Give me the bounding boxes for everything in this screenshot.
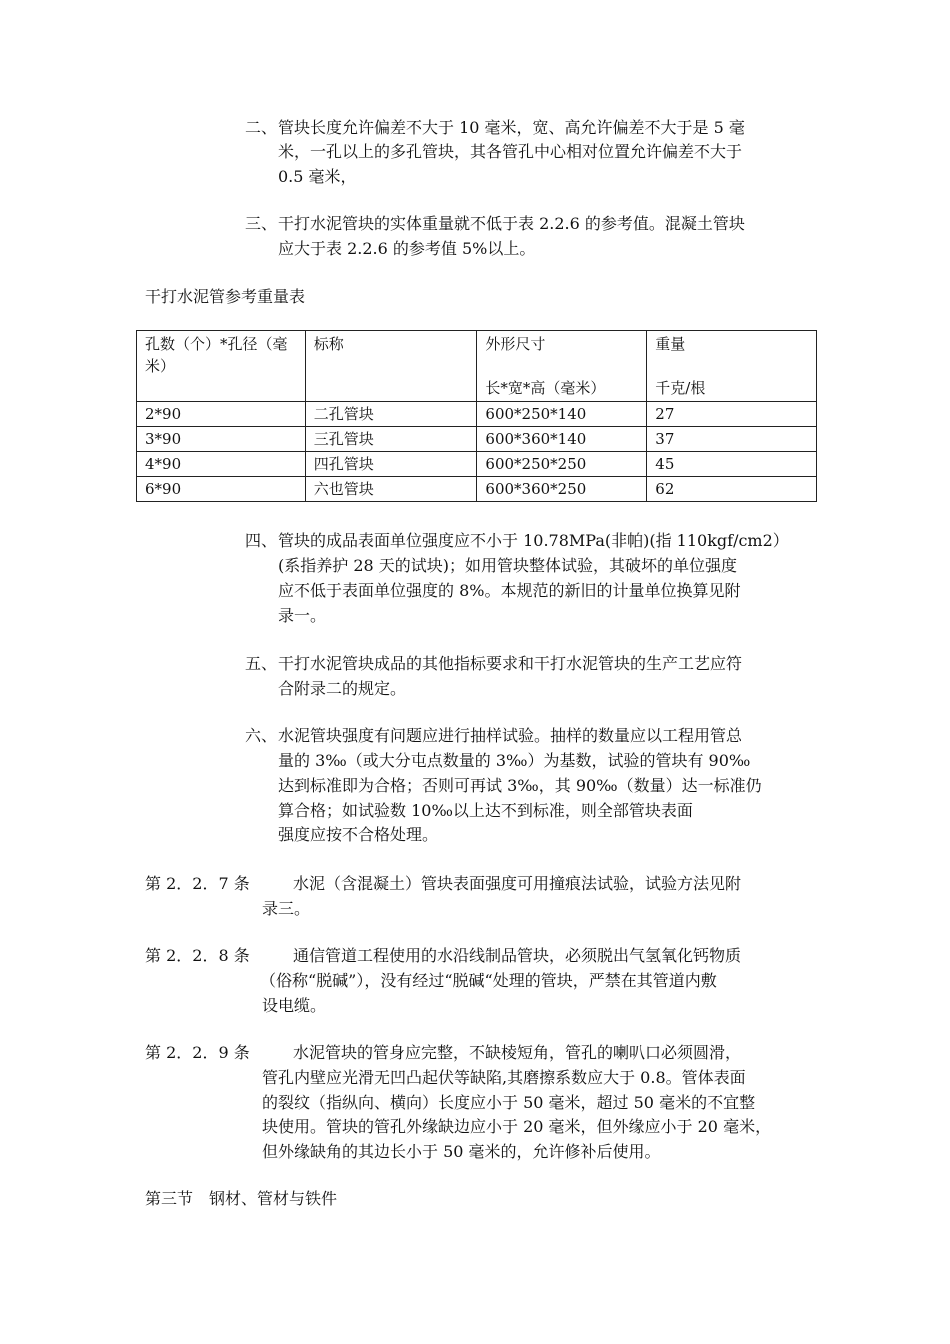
header-hole-count: 孔数（个）*孔径（毫米） [137, 331, 306, 402]
table-row [137, 477, 817, 502]
header-dimensions-top: 外形尺寸 [485, 335, 546, 353]
article-text-line: 块使用。管块的管孔外缘缺边应小于 20 毫米，但外缘应小于 20 毫米， [262, 1117, 772, 1136]
cell-holes: 3*90 [137, 427, 306, 452]
item-text-line: 量的 3‰（或大分屯点数量的 3‰）为基数，试验的管块有 90‰ [278, 751, 751, 770]
item-number: 五、 [245, 654, 278, 673]
cell-dimensions: 600*250*250 [477, 452, 647, 477]
header-nominal: 标称 [305, 331, 477, 402]
cell-weight: 27 [647, 402, 817, 427]
item-text-line: 管块长度允许偏差不大于 10 毫米，宽、高允许偏差不大于是 5 毫 [278, 118, 745, 137]
table-row [137, 452, 817, 477]
table-header-row [137, 331, 817, 402]
item-text-line: 米，一孔以上的多孔管块，其各管孔中心相对位置允许偏差不大于 [278, 142, 743, 161]
cell-weight: 37 [647, 427, 817, 452]
item-text-line: 干打水泥管块的实体重量就不低于表 2.2.6 的参考值。混凝土管块 [278, 214, 745, 233]
header-weight-bottom: 千克/根 [655, 379, 706, 397]
article-label: 第 2．2．7 条 [145, 874, 250, 893]
cell-nominal: 四孔管块 [305, 452, 477, 477]
article-label: 第 2．2．9 条 [145, 1043, 250, 1062]
article-label: 第 2．2．8 条 [145, 946, 250, 965]
item-number: 三、 [245, 214, 278, 233]
table-row [137, 402, 817, 427]
article-text-line: 管孔内壁应光滑无凹凸起伏等缺陷,其磨擦系数应大于 0.8。管体表面 [262, 1068, 746, 1087]
cell-dimensions: 600*360*250 [477, 477, 647, 502]
item-number: 二、 [245, 118, 278, 137]
cell-nominal: 二孔管块 [305, 402, 477, 427]
item-text-line: 达到标准即为合格；否则可再试 3‰，其 90‰（数量）达一标准仍 [278, 776, 762, 795]
cell-holes: 2*90 [137, 402, 306, 427]
item-text-line: 管块的成品表面单位强度应不小于 10.78MPa(非帕)(指 110kgf/cm2） [278, 531, 789, 550]
cell-weight: 62 [647, 477, 817, 502]
header-dimensions [477, 331, 647, 402]
item-text-line: 录一。 [278, 606, 327, 625]
item-text-line: 强度应按不合格处理。 [278, 825, 439, 844]
cell-holes: 6*90 [137, 477, 306, 502]
article-text-line: 通信管道工程使用的水沿线制品管块，必须脱出气氢氧化钙物质 [293, 946, 742, 965]
article-text-line: 设电缆。 [262, 996, 327, 1015]
item-text-line: 算合格；如试验数 10‰以上达不到标准，则全部管块表面 [278, 801, 693, 820]
article-text-line: （俗称“脱碱”），没有经过“脱碱“处理的管块，严禁在其管道内敷 [260, 971, 717, 990]
table-row [137, 427, 817, 452]
header-dimensions-bottom: 长*宽*高（毫米） [485, 379, 606, 397]
cell-holes: 4*90 [137, 452, 306, 477]
cell-dimensions: 600*360*140 [477, 427, 647, 452]
reference-weight-table [136, 330, 817, 502]
item-text-line: 应不低于表面单位强度的 8%。本规范的新旧的计量单位换算见附 [278, 581, 741, 600]
item-text-line: 0.5 毫米， [278, 167, 357, 186]
item-number: 四、 [245, 531, 278, 550]
header-weight [647, 331, 817, 402]
article-text-line: 水泥（含混凝土）管块表面强度可用撞痕法试验，试验方法见附 [293, 874, 742, 893]
cell-nominal: 三孔管块 [305, 427, 477, 452]
cell-dimensions: 600*250*140 [477, 402, 647, 427]
item-text-line: 水泥管块强度有问题应进行抽样试验。抽样的数量应以工程用管总 [278, 726, 743, 745]
cell-nominal: 六也管块 [305, 477, 477, 502]
item-text-line: 干打水泥管块成品的其他指标要求和干打水泥管块的生产工艺应符 [278, 654, 743, 673]
table-title: 干打水泥管参考重量表 [145, 287, 306, 306]
item-number: 六、 [245, 726, 278, 745]
item-text-line: (系指养护 28 天的试块)；如用管块整体试验，其破坏的单位强度 [278, 556, 738, 575]
article-text-line: 水泥管块的管身应完整，不缺棱短角，管孔的喇叭口必须圆滑， [293, 1043, 742, 1062]
article-text-line: 录三。 [262, 899, 311, 918]
article-text-line: 的裂纹（指纵向、横向）长度应小于 50 毫米，超过 50 毫米的不宜整 [262, 1093, 756, 1112]
item-text-line: 合附录二的规定。 [278, 679, 407, 698]
header-weight-top: 重量 [655, 335, 686, 353]
cell-weight: 45 [647, 452, 817, 477]
article-text-line: 但外缘缺角的其边长小于 50 毫米的，允许修补后使用。 [262, 1142, 661, 1161]
item-text-line: 应大于表 2.2.6 的参考值 5%以上。 [278, 239, 536, 258]
section-title: 第三节 钢材、管材与铁件 [145, 1189, 338, 1208]
